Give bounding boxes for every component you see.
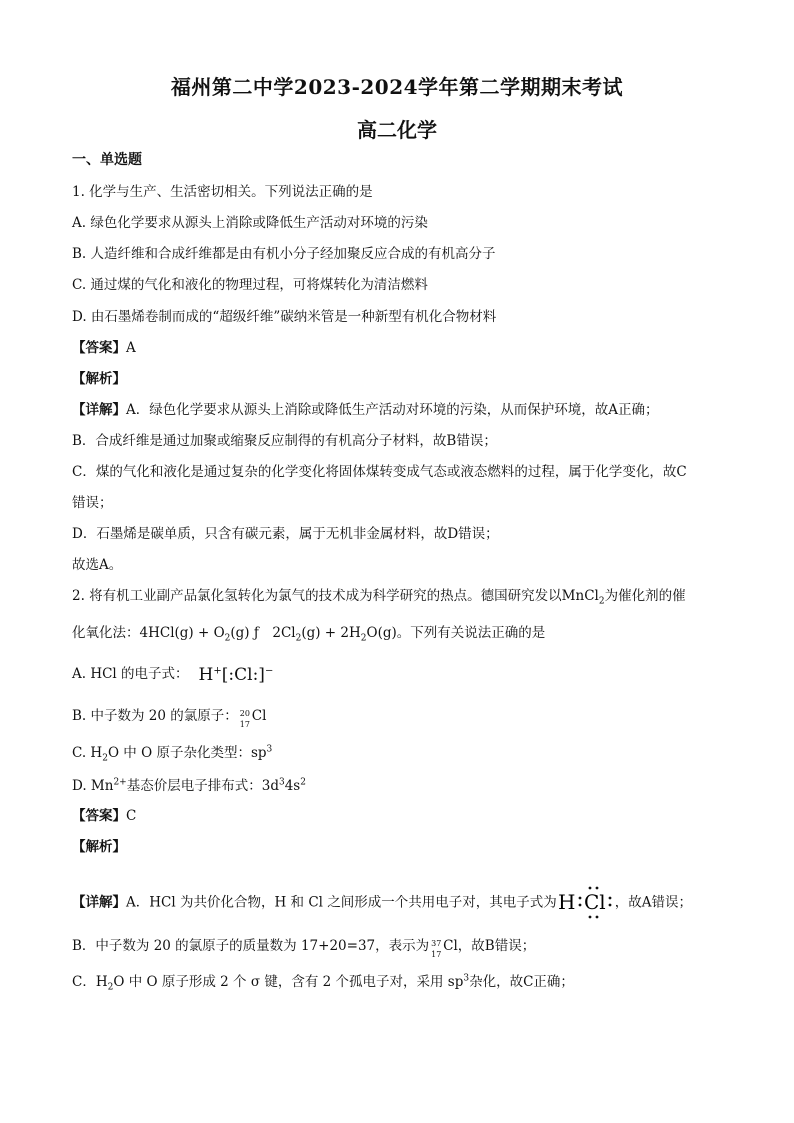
option-c-text: C. H <box>72 745 103 761</box>
detail-b-text-2: ，故B错误； <box>457 938 536 954</box>
equation-part: O(g)。下列有关说法正确的是 <box>366 625 546 641</box>
q1-detail-a <box>72 401 659 419</box>
q2-stem-line1: 2. 将有机工业副产品氯化氢转化为氯气的技术成为科学研究的热点。德国研究发以MnCl$_2$为催化剂的催 <box>72 588 686 607</box>
answer-value: C <box>126 808 137 824</box>
mass-number: 37 <box>431 938 442 948</box>
q2-stem-text: 2. 将有机工业副产品氯化氢转化为氯气的技术成为科学研究的热点。德国研究发以MnCl <box>72 588 599 604</box>
section-heading: 一、单选题 <box>72 152 142 168</box>
equation-part: (g) ƒ 2Cl <box>230 625 296 641</box>
q2-option-b <box>72 707 267 729</box>
equation-part: 化氧化法：4HCl(g) + O <box>72 625 225 641</box>
q1-detail-d: D．石墨烯是碳单质，只含有碳元素，属于无机非金属材料，故D错误； <box>72 526 499 542</box>
option-a-text: A. HCl 的电子式： <box>72 666 189 682</box>
chlorine-symbol: Cl <box>583 890 606 914</box>
detail-text-2: ，故A错误； <box>614 894 693 911</box>
q2-stem-text-2: 为催化剂的催 <box>604 588 686 604</box>
q1-detail-b: B．合成纤维是通过加聚或缩聚反应制得的有机高分子材料，故B错误； <box>72 433 497 449</box>
q1-analysis-tag: 【解析】 <box>72 371 126 387</box>
hydrogen-symbol: H <box>557 890 576 914</box>
hcl-electron-formula: H+[:Cl:]− <box>198 665 274 685</box>
q1-option-c: C. 通过煤的气化和液化的物理过程，可将煤转化为清洁燃料 <box>72 277 428 293</box>
q2-option-a <box>72 665 273 684</box>
atomic-number: 17 <box>239 719 250 729</box>
option-b-text: B. 中子数为 20 的氯原子： <box>72 708 238 724</box>
q1-option-d: D. 由石墨烯卷制而成的“超级纤维”碳纳米管是一种新型有机化合物材料 <box>72 309 497 325</box>
detail-c-text-2: O 中 O 原子形成 2 个 σ 键，含有 2 个孤电子对，采用 sp <box>113 974 464 990</box>
q1-conclusion: 故选A。 <box>72 557 123 573</box>
q1-detail-c1: C．煤的气化和液化是通过复杂的化学变化将固体煤转变成气态或液态燃料的过程，属于化学变化，故C <box>72 464 687 480</box>
detail-tag: 【详解】 <box>72 402 126 418</box>
q2-analysis-tag: 【解析】 <box>72 839 126 855</box>
q2-detail-c: C．$H_2O$ 中 O 原子形成 2 个 σ 键，含有 2 个孤电子对，采用 $sp^3$杂化，故C正确； <box>72 973 574 993</box>
answer-tag: 【答案】 <box>72 340 126 356</box>
element-symbol: Cl <box>251 708 267 724</box>
option-d-text: D. Mn <box>72 778 114 794</box>
atomic-number: 17 <box>431 949 442 959</box>
isotope-notation <box>238 708 252 729</box>
detail-text: A．HCl 为共价化合物，H 和 Cl 之间形成一个共用电子对，其电子式为 <box>126 894 557 911</box>
detail-tag: 【详解】 <box>72 894 126 911</box>
element-symbol: Cl <box>443 938 458 954</box>
option-c-text-2: O 中 O 原子杂化类型：sp <box>107 745 267 761</box>
answer-value: A <box>126 340 136 356</box>
isotope-notation <box>429 938 443 959</box>
hcl-lewis-structure <box>557 885 615 921</box>
q2-stem-line2: 化氧化法：$4HCl(g) + O_2(g)$ ƒ $2Cl_2(g) + 2H_2O(g)$。下列有关说法正确的是 <box>72 625 546 644</box>
page-subtitle: 高二化学 <box>357 118 437 142</box>
q1-stem: 1. 化学与生产、生活密切相关。下列说法正确的是 <box>72 184 373 200</box>
detail-b-text: B．中子数为 20 的氯原子的质量数为 17+20=37，表示为 <box>72 938 430 954</box>
option-d-text-2: 基态价层电子排布式：3d <box>126 778 279 794</box>
chloride-bracket: [:Cl:] <box>221 665 265 685</box>
q2-detail-a <box>72 885 692 921</box>
q2-detail-b <box>72 937 536 959</box>
answer-tag: 【答案】 <box>72 808 126 824</box>
q2-option-c: C. $H_2O$ 中 O 原子杂化类型：$sp^3$ <box>72 744 273 764</box>
detail-c-text-3: 杂化，故C正确； <box>469 974 574 990</box>
hydrogen-symbol: H <box>198 665 214 685</box>
mass-number: 20 <box>239 708 250 718</box>
q1-detail-c2: 错误； <box>72 495 113 511</box>
option-d-text-3: 4s <box>284 778 301 794</box>
q1-answer <box>72 339 136 357</box>
equation-part: (g) + 2H <box>301 625 361 641</box>
detail-c-text: C．H <box>72 974 108 990</box>
q2-option-d: D. $Mn^{2+}$基态价层电子排布式：$3d^34s^2$ <box>72 777 306 794</box>
q1-option-a: A. 绿色化学要求从源头上消除或降低生产活动对环境的污染 <box>72 215 428 231</box>
q2-answer <box>72 807 136 825</box>
detail-text: A．绿色化学要求从源头上消除或降低生产活动对环境的污染，从而保护环境，故A正确； <box>126 402 659 418</box>
page-title: 福州第二中学2023-2024学年第二学期期末考试 <box>170 75 624 99</box>
q1-option-b: B. 人造纤维和合成纤维都是由有机小分子经加聚反应合成的有机高分子 <box>72 246 496 262</box>
